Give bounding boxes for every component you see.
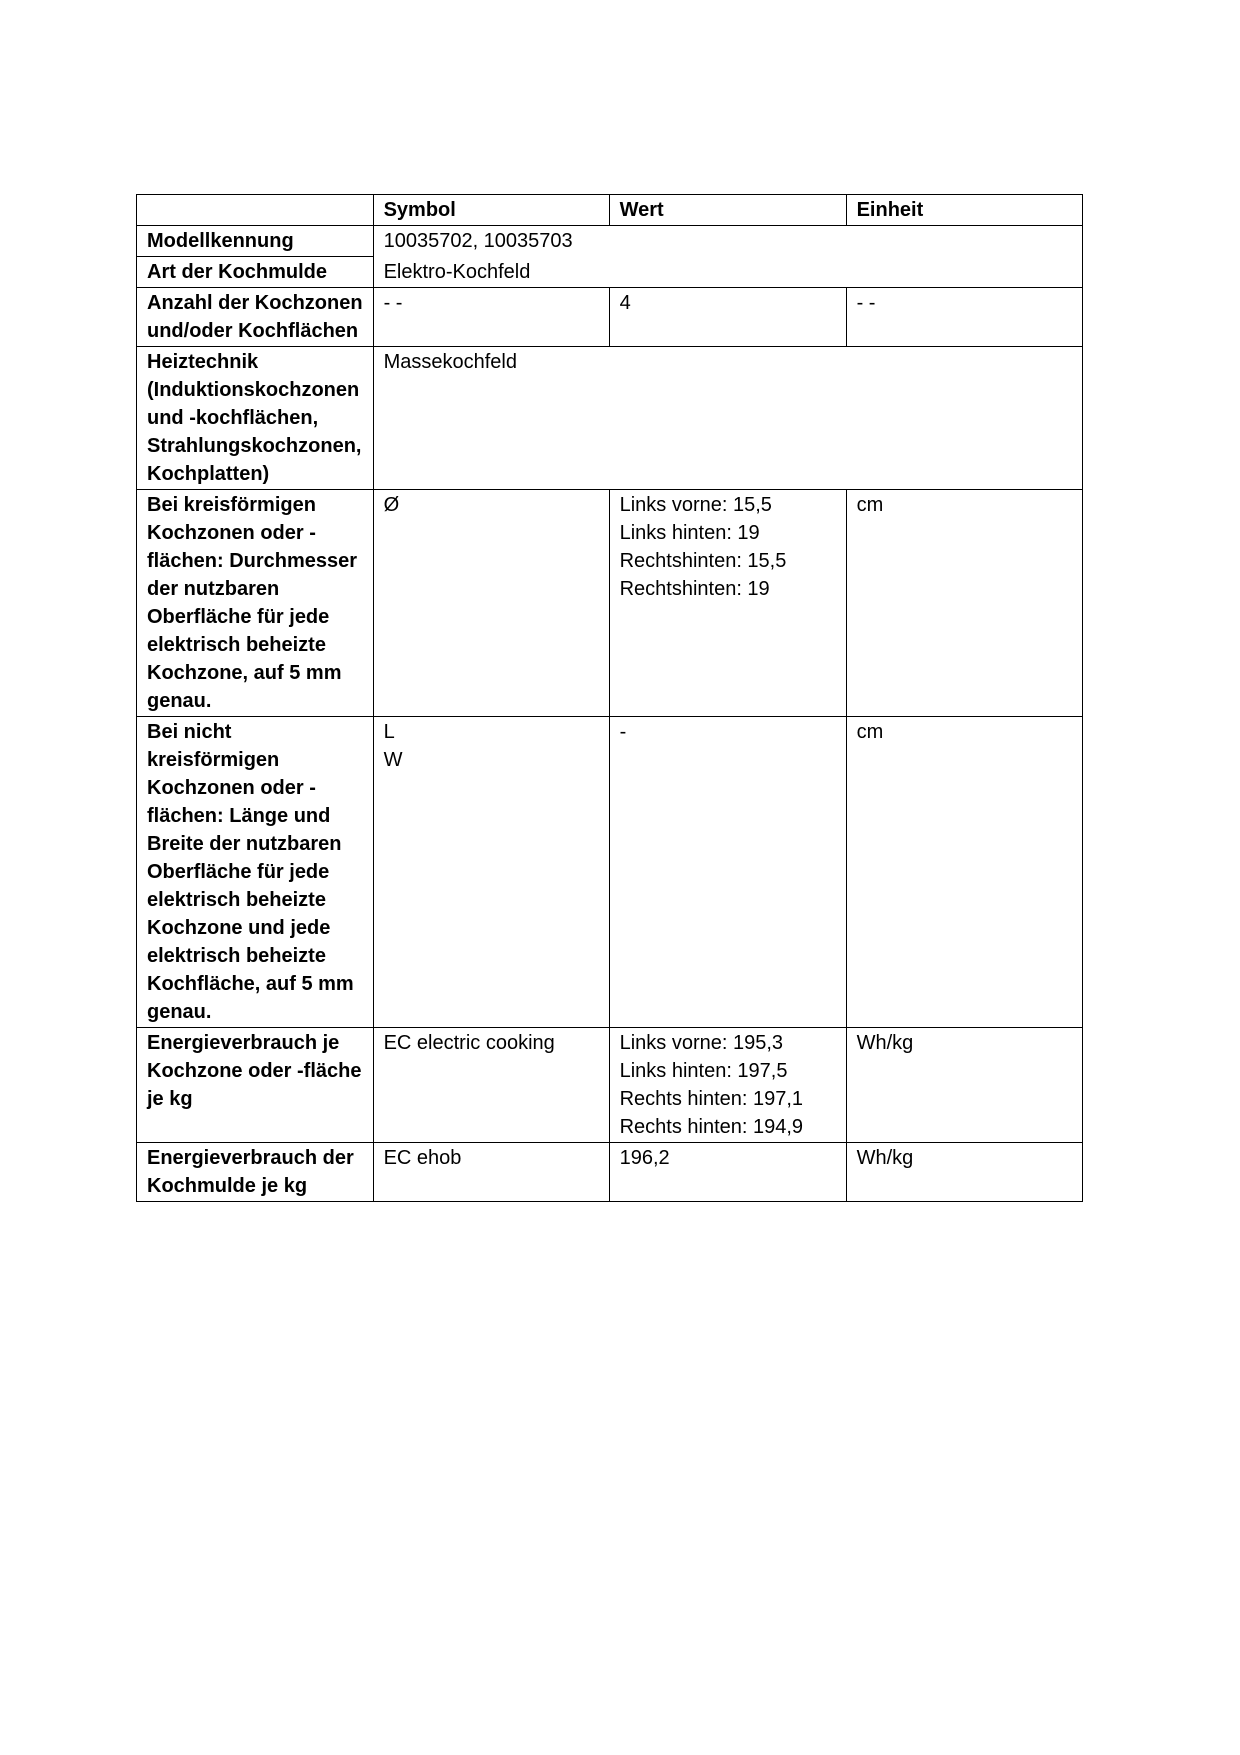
row-type bbox=[137, 257, 1083, 288]
row-energy-hob-label bbox=[137, 1143, 374, 1202]
row-zones bbox=[137, 288, 1083, 347]
label-line: genau. bbox=[147, 690, 212, 712]
label-line: genau. bbox=[147, 1001, 212, 1023]
row-energy-zone-symbol: EC electric cooking bbox=[373, 1028, 609, 1143]
row-heating-value: Massekochfeld bbox=[373, 347, 1082, 490]
label-line: elektrisch beheizte bbox=[147, 945, 326, 967]
label-line: Bei nicht bbox=[147, 721, 232, 743]
header-unit: Einheit bbox=[846, 195, 1082, 226]
header-value: Wert bbox=[609, 195, 846, 226]
label-line: Anzahl der Kochzonen bbox=[147, 292, 363, 314]
label-line: elektrisch beheizte bbox=[147, 634, 326, 656]
value-line: Links hinten: 19 bbox=[619, 522, 760, 544]
label-line: Strahlungskochzonen, bbox=[147, 435, 362, 457]
label-line: Oberfläche für jede bbox=[147, 861, 330, 883]
row-nonround-unit: cm bbox=[846, 717, 1082, 1028]
row-round-unit: cm bbox=[846, 490, 1082, 717]
value-line: Links vorne: 15,5 bbox=[619, 494, 772, 516]
label-line: Kochzone, auf 5 mm bbox=[147, 662, 342, 684]
label-line: (Induktionskochzonen bbox=[147, 379, 360, 401]
row-model-value: 10035702, 10035703 bbox=[373, 226, 1082, 257]
symbol-line: W bbox=[383, 749, 403, 771]
row-nonround-label bbox=[137, 717, 374, 1028]
label-line: Kochzone oder -fläche bbox=[147, 1060, 362, 1082]
row-model bbox=[137, 226, 1083, 257]
value-line: Rechts hinten: 197,1 bbox=[619, 1088, 804, 1110]
value-line: Links hinten: 197,5 bbox=[619, 1060, 788, 1082]
row-model-label: Modellkennung bbox=[137, 226, 374, 257]
label-line: flächen: Durchmesser bbox=[147, 550, 358, 572]
label-line: Heiztechnik bbox=[147, 351, 259, 373]
header-blank-cell bbox=[137, 195, 374, 226]
value-line: Links vorne: 195,3 bbox=[619, 1032, 784, 1054]
label-line: Kochplatten) bbox=[147, 463, 270, 485]
row-nonround-value: - bbox=[609, 717, 846, 1028]
value-line: Rechts hinten: 194,9 bbox=[619, 1116, 804, 1138]
label-line: Oberfläche für jede bbox=[147, 606, 330, 628]
row-round bbox=[137, 490, 1083, 717]
label-line: der nutzbaren bbox=[147, 578, 280, 600]
label-line: elektrisch beheizte bbox=[147, 889, 326, 911]
row-energy-zone bbox=[137, 1028, 1083, 1143]
label-line: kreisförmigen bbox=[147, 749, 280, 771]
label-line: und -kochflächen, bbox=[147, 407, 319, 429]
label-line: Kochmulde je kg bbox=[147, 1175, 308, 1197]
row-energy-hob-unit: Wh/kg bbox=[846, 1143, 1082, 1202]
header-symbol: Symbol bbox=[373, 195, 609, 226]
header-row bbox=[137, 195, 1083, 226]
row-type-label: Art der Kochmulde bbox=[137, 257, 374, 288]
row-round-label bbox=[137, 490, 374, 717]
row-energy-zone-unit: Wh/kg bbox=[846, 1028, 1082, 1143]
row-zones-value: 4 bbox=[609, 288, 846, 347]
label-line: Energieverbrauch der bbox=[147, 1147, 354, 1169]
row-heating-label bbox=[137, 347, 374, 490]
label-line: Kochzonen oder - bbox=[147, 777, 316, 799]
row-energy-zone-values bbox=[609, 1028, 846, 1143]
row-heating bbox=[137, 347, 1083, 490]
row-energy-hob bbox=[137, 1143, 1083, 1202]
value-line: Rechtshinten: 15,5 bbox=[619, 550, 787, 572]
label-line: Bei kreisförmigen bbox=[147, 494, 316, 516]
row-energy-hob-value: 196,2 bbox=[609, 1143, 846, 1202]
row-round-symbol: Ø bbox=[373, 490, 609, 717]
label-line: flächen: Länge und bbox=[147, 805, 331, 827]
row-zones-label bbox=[137, 288, 374, 347]
label-line: Breite der nutzbaren bbox=[147, 833, 342, 855]
label-line: Kochzonen oder - bbox=[147, 522, 316, 544]
label-line: Kochfläche, auf 5 mm bbox=[147, 973, 354, 995]
label-line: je kg bbox=[147, 1088, 193, 1110]
row-type-value: Elektro-Kochfeld bbox=[373, 257, 1082, 288]
row-round-values bbox=[609, 490, 846, 717]
row-zones-symbol: - - bbox=[373, 288, 609, 347]
label-line: Energieverbrauch je bbox=[147, 1032, 340, 1054]
row-nonround bbox=[137, 717, 1083, 1028]
value-line: Rechtshinten: 19 bbox=[619, 578, 770, 600]
row-energy-zone-label bbox=[137, 1028, 374, 1143]
row-energy-hob-symbol: EC ehob bbox=[373, 1143, 609, 1202]
row-zones-unit: - - bbox=[846, 288, 1082, 347]
row-nonround-symbols bbox=[373, 717, 609, 1028]
hob-data-table bbox=[136, 194, 1083, 1202]
label-line: Kochzone und jede bbox=[147, 917, 331, 939]
symbol-line: L bbox=[383, 721, 395, 743]
label-line: und/oder Kochflächen bbox=[147, 320, 359, 342]
